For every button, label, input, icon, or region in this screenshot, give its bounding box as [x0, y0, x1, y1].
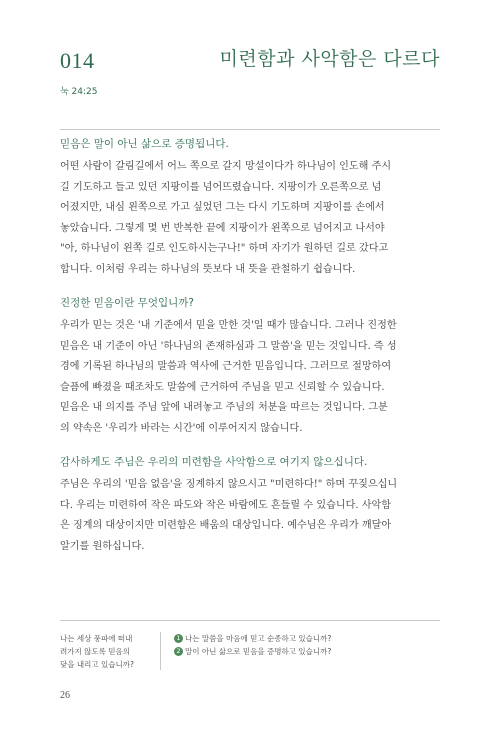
body-line: 길 기도하고 들고 있던 지팡이를 넘어뜨렸습니다. 지팡이가 오른쪽으로 넘 [60, 181, 382, 193]
section-heading: 감사하게도 주님은 우리의 미련함을 사악함으로 여기지 않으십니다. [60, 456, 368, 468]
section-body [60, 157, 440, 280]
body-line: 경에 기록된 하나님의 말씀과 역사에 근거한 믿음입니다. 그러므로 절망하여 [60, 361, 392, 372]
body-line: 의 약속은 '우리가 바라는 시간'에 이루어지지 않습니다. [60, 422, 303, 434]
reflection-questions [174, 632, 444, 658]
footer-vertical-divider [160, 632, 161, 670]
footer-divider [60, 620, 440, 621]
prompt-line: 려가지 않도록 믿음의 [60, 647, 130, 656]
top-divider [60, 129, 440, 130]
body-line: 은 징계의 대상이지만 미련함은 배움의 대상입니다. 예수님은 우리가 깨달아 [60, 520, 392, 531]
section-heading: 믿음은 말이 아닌 삶으로 증명됩니다. [60, 138, 229, 150]
body-line: 슬픔에 빠졌을 때조차도 말씀에 근거하여 주님을 믿고 신뢰할 수 있습니다. [60, 381, 385, 393]
body-line: 믿음은 내 기준이 아닌 '하나님의 존재하심과 그 말씀'을 믿는 것입니다. 즉 성 [60, 340, 397, 352]
section-body [60, 316, 440, 439]
scripture-reference: 눅 24:25 [60, 87, 98, 97]
question-text: 나는 말씀을 마음에 믿고 순종하고 있습니까? [185, 634, 332, 643]
question-item [174, 645, 444, 658]
prompt-line: 나는 세상 풍파에 떠내 [60, 634, 133, 643]
question-number-badge: 1 [174, 634, 183, 643]
reflection-prompt [60, 632, 150, 671]
prompt-line: 닻을 내리고 있습니까? [60, 660, 134, 669]
body-line: 합니다. 이처럼 우리는 하나님의 뜻보다 내 뜻을 관철하기 쉽습니다. [60, 263, 356, 275]
section-heading: 진정한 믿음이란 무엇입니까? [60, 297, 194, 309]
main-content [60, 137, 440, 573]
body-line: 주님은 우리의 '믿음 없음'을 징계하지 않으시고 "미련하다!" 하며 꾸짖으십니 [60, 479, 398, 490]
question-text: 말이 아닌 삶으로 믿음을 증명하고 있습니까? [185, 647, 332, 656]
body-line: 어졌지만, 내심 왼쪽으로 가고 싶었던 그는 다시 기도하며 지팡이를 손에서 [60, 202, 385, 213]
devotion-title: 미련함과 사악함은 다르다 [219, 48, 440, 70]
body-line: 알기를 원하십니다. [60, 540, 145, 552]
section-body [60, 475, 440, 557]
question-item [174, 632, 444, 645]
body-line: 우리가 믿는 것은 '내 기준에서 믿을 만한 것'일 때가 많습니다. 그러나 진정한 [60, 320, 397, 331]
body-line: 다. 우리는 미련하여 작은 파도와 작은 바람에도 흔들릴 수 있습니다. 사악함 [60, 499, 392, 511]
devotion-number: 014 [60, 48, 95, 73]
body-line: 놓았습니다. 그렇게 몇 번 반복한 끝에 지팡이가 왼쪽으로 넘어지고 나서야 [60, 222, 385, 234]
question-number-badge: 2 [174, 647, 183, 656]
reflection-footer [60, 632, 440, 672]
body-line: "아, 하나님이 왼쪽 길로 인도하시는구나!" 하며 자기가 원하던 길로 갔다고 [60, 243, 389, 254]
section-3 [60, 455, 440, 557]
section-1 [60, 137, 440, 280]
page-number: 26 [60, 690, 70, 701]
body-line: 믿음은 내 의지를 주님 앞에 내려놓고 주님의 처분을 따르는 것입니다. 그분 [60, 402, 388, 413]
page-header [60, 42, 440, 82]
body-line: 어떤 사람이 갈림길에서 어느 쪽으로 갈지 망설이다가 하나님이 인도해 주시 [60, 161, 392, 172]
section-2 [60, 296, 440, 439]
